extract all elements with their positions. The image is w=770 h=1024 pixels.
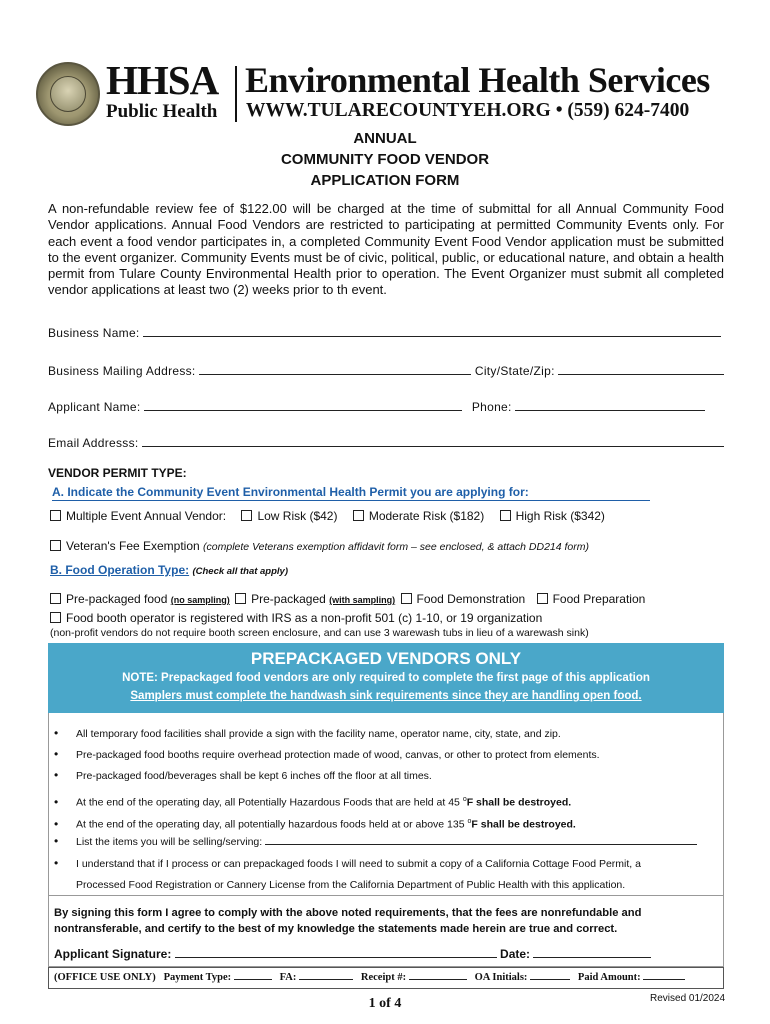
county-seal-logo [36,62,100,126]
list-item: • I understand that if I process or can prepackaged foods I will need to submit a copy of a California Cottage Food Permit, a [54,856,641,870]
multi-event-checkbox[interactable] [50,510,61,521]
department-name: Environmental Health Services [245,60,710,100]
prepackaged-note-2: Samplers must complete the handwash sink requirements since they are handling open food. [130,690,642,702]
prepackaged-title: PREPACKAGED VENDORS ONLY [250,649,522,668]
food-demonstration-checkbox[interactable] [401,593,412,604]
multi-event-row: Multiple Event Annual Vendor: Low Risk ($42) Moderate Risk ($182) High Risk ($342) [50,508,605,524]
prepackaged-no-sampling-checkbox[interactable] [50,593,61,604]
header-divider [235,66,237,122]
nonprofit-checkbox[interactable] [50,612,61,623]
org-logo-text: HHSA [106,57,219,103]
items-served-row[interactable]: • List the items you will be selling/serving: [54,834,697,849]
title-line-2: COMMUNITY FOOD VENDOR [280,151,490,168]
food-preparation-checkbox[interactable] [537,593,548,604]
list-item: • Pre-packaged food/beverages shall be kept 6 inches off the floor at all times. [54,768,432,782]
list-item-continuation: Processed Food Registration or Cannery License from the California Department of Public Health with this application. [76,879,626,891]
business-name-field[interactable]: Business Name: [48,325,721,341]
list-item: • At the end of the operating day, all Potentially Hazardous Foods that are held at 45 $^o$F shall be destroyed. [54,794,572,809]
list-item: • At the end of the operating day, all potentially hazardous foods held at or above 135 $^o$F shall be destroyed. [54,816,576,831]
title-line-3: APPLICATION FORM [310,172,460,189]
prepackaged-note: NOTE: Prepackaged food vendors are only required to complete the first page of this application [122,672,650,684]
prepackaged-sampling-checkbox[interactable] [235,593,246,604]
list-item: • All temporary food facilities shall provide a sign with the facility name, operator name, city, state, and zip. [54,726,561,740]
email-input[interactable] [142,435,724,447]
mailing-address-field[interactable]: Business Mailing Address: City/State/Zip: [48,363,724,379]
high-risk-checkbox[interactable] [500,510,511,521]
division-text: Public Health [106,101,218,122]
contact-line: WWW.TULARECOUNTYEH.ORG • (559) 624-7400 [246,100,690,121]
nonprofit-row: Food booth operator is registered with IRS as a non-profit 501 (c) 1-10, or 19 organization [50,610,542,626]
intro-paragraph: A non-refundable review fee of $122.00 will be charged at the time of submittal for all Annual Community Food Vendor applications. Annual Food Vendors are restricted to participating at permitted Community Events only. For each event a food vendor participates in, a completed Community Event Food Vendor application must be submitted to the event organizer. Community Events must be of civic, political, public, or educational nature, and obtain a health permit from Tulare County Environmental Health prior to operation. The Event Organizer must submit all completed vendor applications at least two (2) weeks prior to th event. [48,201,724,298]
business-name-input[interactable] [143,325,721,337]
page-number: 1 of 4 [368,996,402,1011]
mailing-address-input[interactable] [199,363,471,375]
email-field[interactable]: Email Addresss: [48,435,724,451]
date-input[interactable] [533,947,651,958]
vendor-permit-heading: VENDOR PERMIT TYPE: [48,466,187,480]
signature-row: Applicant Signature: Date: [54,947,651,961]
signing-statement: By signing this form I agree to comply with the above noted requirements, that the fees are nonrefundable and nontransferable, and certify to the best of my knowledge the statements made herein are true and correct. [54,907,642,935]
low-risk-checkbox[interactable] [241,510,252,521]
applicant-name-input[interactable] [144,399,462,411]
phone-input[interactable] [515,399,705,411]
nonprofit-note: (non-profit vendors do not require booth screen enclosure, and can use 3 warewash tubs in lieu of a warewash sink) [50,627,589,639]
applicant-name-field[interactable]: Applicant Name: Phone: [48,399,705,415]
city-state-zip-input[interactable] [558,363,724,375]
veteran-checkbox[interactable] [50,540,61,551]
section-b-heading: B. Food Operation Type: (Check all that apply) [50,563,289,577]
office-use-row: (OFFICE USE ONLY) Payment Type: FA: Receipt #: OA Initials: Paid Amount: [54,971,685,983]
veteran-row: Veteran's Fee Exemption (complete Veterans exemption affidavit form – see enclosed, & attach DD214 form) [50,538,589,555]
title-line-1: ANNUAL [353,130,417,147]
signature-input[interactable] [175,947,497,958]
moderate-risk-checkbox[interactable] [353,510,364,521]
revision-date: Revised 01/2024 [650,993,726,1004]
items-served-input[interactable] [265,835,697,845]
food-operation-row: Pre-packaged food (no sampling) Pre-packaged (with sampling) Food Demonstration Food Preparation [50,591,645,608]
list-item: • Pre-packaged food booths require overhead protection made of wood, canvas, or other to protect from elements. [54,747,600,761]
section-a-heading: A. Indicate the Community Event Environmental Health Permit you are applying for: [52,485,650,501]
